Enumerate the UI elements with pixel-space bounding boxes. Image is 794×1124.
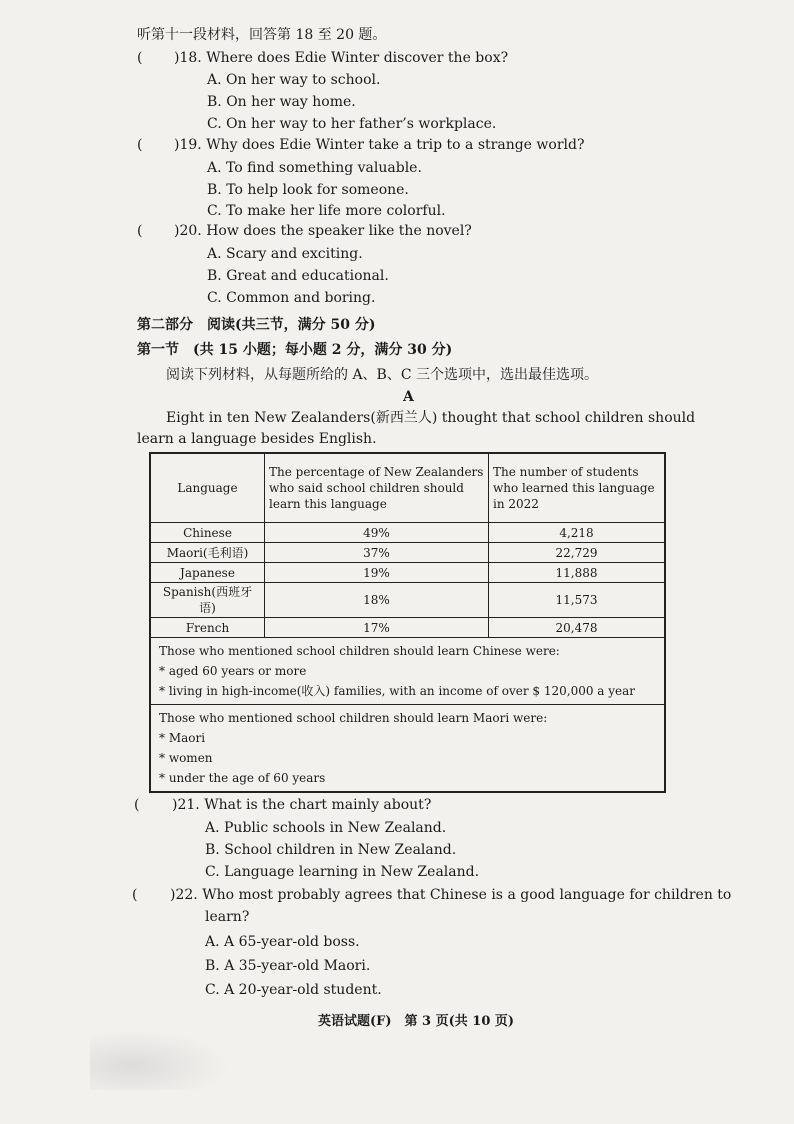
option-18-c: C. On her way to her father’s workplace. [207,116,497,132]
option-20-b: B. Great and educational. [207,268,389,284]
cell-language: Maori(毛利语) [150,543,265,563]
language-table [149,452,666,793]
table-row [150,583,665,618]
question-number: )20. [174,223,202,239]
table-note-row [150,638,665,705]
question-stem: Where does Edie Winter discover the box? [206,50,509,66]
table-row [150,523,665,543]
question-number: )22. [170,887,198,903]
option-22-a: A. A 65-year-old boss. [205,934,360,950]
table-row [150,618,665,638]
cell-students: 4,218 [489,523,666,543]
question-number: )19. [174,137,202,153]
option-18-b: B. On her way home. [207,94,356,110]
note-item: * under the age of 60 years [159,771,326,785]
cell-students: 11,573 [489,583,666,618]
passage-label: A [403,389,414,405]
cell-language: French [150,618,265,638]
option-22-c: C. A 20-year-old student. [205,982,382,998]
table-note-row [150,705,665,793]
scan-smudge [90,1030,230,1090]
header-language: Language [150,453,265,523]
passage-intro-line1: Eight in ten New Zealanders(新西兰人) thought that school children should [166,410,696,426]
note-chinese [150,638,665,705]
option-21-a: A. Public schools in New Zealand. [205,820,447,836]
cell-students: 22,729 [489,543,666,563]
option-19-c: C. To make her life more colorful. [207,203,446,219]
question-21 [172,796,431,814]
question-stem: What is the chart mainly about? [204,797,432,813]
question-19 [174,136,584,154]
listening-intro: 听第十一段材料，回答第 18 至 20 题。 [137,27,387,43]
page-footer: 英语试题(F) 第 3 页(共 10 页) [318,1014,515,1029]
note-maori [150,705,665,793]
option-22-b: B. A 35-year-old Maori. [205,958,371,974]
header-percentage: The percentage of New Zealanders who said school children should learn this language [265,453,489,523]
cell-students: 20,478 [489,618,666,638]
option-19-a: A. To find something valuable. [207,160,422,176]
cell-percent: 17% [265,618,489,638]
question-20 [174,222,472,240]
reading-instruction: 阅读下列材料，从每题所给的 A、B、C 三个选项中，选出最佳选项。 [166,367,599,383]
cell-percent: 19% [265,563,489,583]
cell-percent: 49% [265,523,489,543]
answer-paren-18: ( [137,50,143,66]
question-stem: Who most probably agrees that Chinese is a good language for children to [202,887,732,903]
option-21-b: B. School children in New Zealand. [205,842,457,858]
note-title: Those who mentioned school children should learn Maori were: [159,711,548,725]
answer-paren-19: ( [137,137,143,153]
table-header-row [150,453,665,523]
question-22-stem-cont: learn? [205,909,250,925]
cell-language: Japanese [150,563,265,583]
header-students: The number of students who learned this language in 2022 [489,453,666,523]
question-stem: Why does Edie Winter take a trip to a strange world? [206,137,585,153]
question-number: )18. [174,50,202,66]
part-title: 第二部分 阅读(共三节，满分 50 分) [137,317,376,333]
note-item: * women [159,751,213,765]
option-21-c: C. Language learning in New Zealand. [205,864,480,880]
answer-paren-20: ( [137,223,143,239]
note-item: * aged 60 years or more [159,664,307,678]
option-20-c: C. Common and boring. [207,290,376,306]
note-title: Those who mentioned school children should learn Chinese were: [159,644,560,658]
note-item: * Maori [159,731,206,745]
question-number: )21. [172,797,200,813]
question-22 [170,886,731,904]
cell-students: 11,888 [489,563,666,583]
cell-percent: 18% [265,583,489,618]
option-20-a: A. Scary and exciting. [207,246,363,262]
note-item: * living in high-income(收入) families, with an income of over $ 120,000 a year [159,684,636,698]
answer-paren-21: ( [134,797,140,813]
cell-language: Spanish(西班牙语) [150,583,265,618]
option-19-b: B. To help look for someone. [207,182,409,198]
question-stem: How does the speaker like the novel? [206,223,472,239]
question-18 [174,49,508,67]
option-18-a: A. On her way to school. [207,72,381,88]
passage-intro-line2: learn a language besides English. [137,431,377,447]
cell-language: Chinese [150,523,265,543]
table-row [150,563,665,583]
answer-paren-22: ( [132,887,138,903]
table-row [150,543,665,563]
cell-percent: 37% [265,543,489,563]
section-title: 第一节 (共 15 小题；每小题 2 分，满分 30 分) [137,342,453,358]
